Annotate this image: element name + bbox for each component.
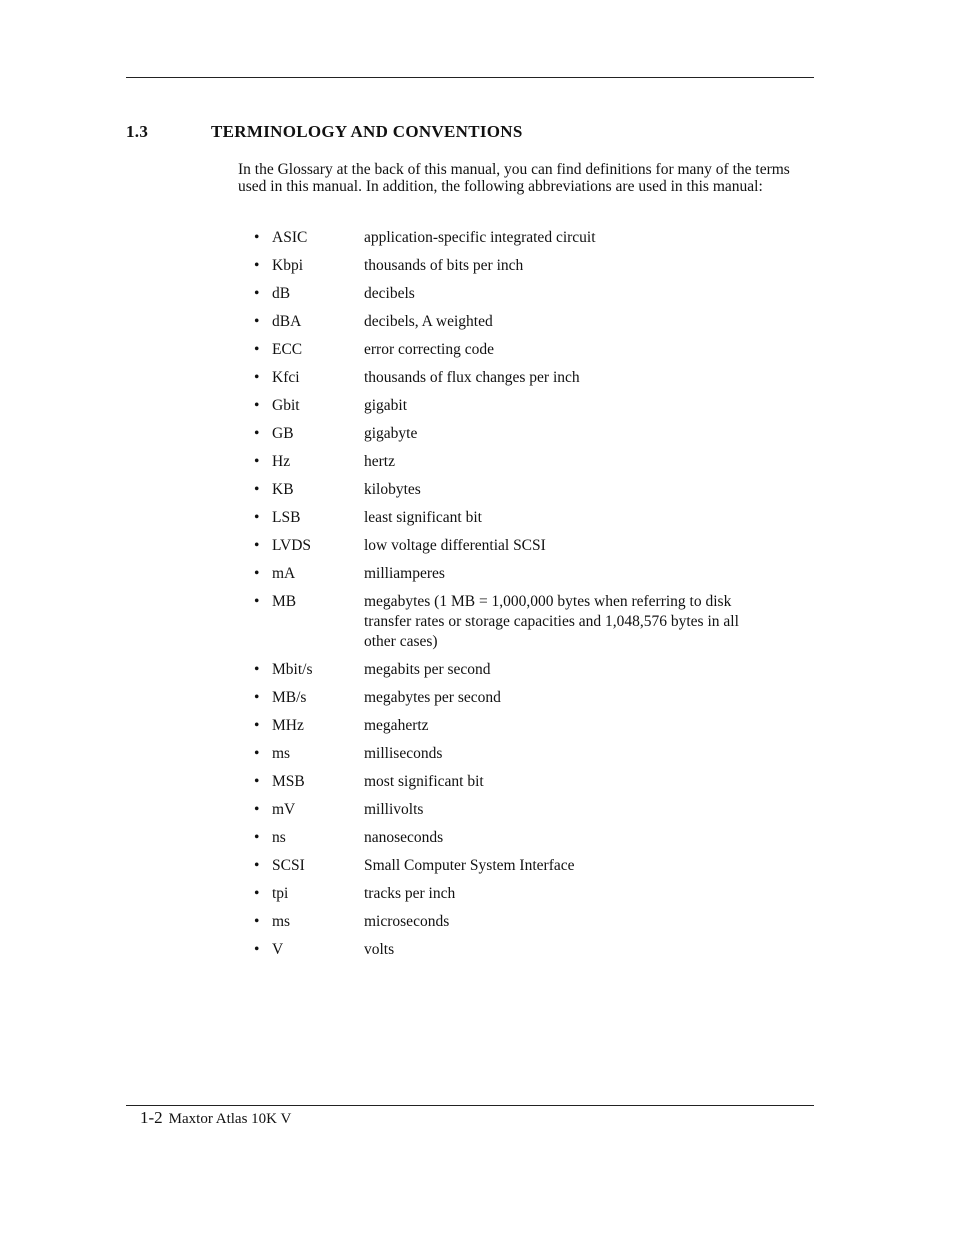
abbreviation-definition: millivolts — [364, 801, 424, 818]
abbreviation-definition: megahertz — [364, 717, 429, 734]
abbreviation-definition: milliseconds — [364, 745, 443, 762]
section-heading — [126, 122, 523, 142]
abbreviation-item — [254, 508, 774, 528]
document-title: Maxtor Atlas 10K V — [168, 1111, 292, 1127]
bullet-icon: • — [254, 313, 260, 330]
abbreviation-item — [254, 828, 774, 848]
abbreviation-item — [254, 592, 774, 652]
abbreviation-definition: decibels, A weighted — [364, 313, 493, 330]
abbreviation-term: V — [272, 941, 284, 958]
bullet-icon: • — [254, 593, 260, 610]
abbreviation-item — [254, 564, 774, 584]
bullet-icon: • — [254, 229, 260, 246]
bullet-icon: • — [254, 257, 260, 274]
abbreviation-definition: kilobytes — [364, 481, 421, 498]
abbreviation-term: SCSI — [272, 857, 305, 874]
abbreviation-term: mV — [272, 801, 296, 818]
abbreviation-item — [254, 856, 774, 876]
abbreviation-item — [254, 536, 774, 556]
bullet-icon: • — [254, 829, 260, 846]
abbreviation-term: MB/s — [272, 689, 307, 706]
abbreviation-definition: milliamperes — [364, 565, 445, 582]
header-rule — [126, 77, 814, 78]
abbreviation-term: dBA — [272, 313, 302, 330]
abbreviation-definition: decibels — [364, 285, 415, 302]
intro-paragraph: In the Glossary at the back of this manual, you can find definitions for many of the terms used in this manual. In addition, the following abbreviations are used in this manual: — [238, 161, 790, 195]
abbreviation-definition: low voltage differential SCSI — [364, 537, 546, 554]
abbreviation-definition: volts — [364, 941, 395, 958]
abbreviation-term: dB — [272, 285, 291, 302]
abbreviation-definition: gigabyte — [364, 425, 418, 442]
bullet-icon: • — [254, 857, 260, 874]
abbreviation-term: ms — [272, 745, 291, 762]
bullet-icon: • — [254, 661, 260, 678]
abbreviation-definition: nanoseconds — [364, 829, 444, 846]
bullet-icon: • — [254, 801, 260, 818]
abbreviation-term: Hz — [272, 453, 291, 470]
abbreviation-definition: megabytes per second — [364, 689, 501, 706]
bullet-icon: • — [254, 285, 260, 302]
abbreviation-item — [254, 800, 774, 820]
abbreviation-term: Kfci — [272, 369, 300, 386]
page-footer — [140, 1108, 291, 1128]
abbreviation-definition: microseconds — [364, 913, 450, 930]
abbreviation-definition: Small Computer System Interface — [364, 857, 575, 874]
abbreviation-term: ms — [272, 913, 291, 930]
abbreviation-definition: megabytes (1 MB = 1,000,000 bytes when referring to disk transfer rates or storage capacities and 1,048,576 bytes in all other cases) — [364, 593, 739, 650]
abbreviation-term: MB — [272, 593, 297, 610]
abbreviation-term: ns — [272, 829, 286, 846]
abbreviation-term: tpi — [272, 885, 289, 902]
abbreviation-list — [254, 228, 774, 968]
abbreviation-item — [254, 284, 774, 304]
abbreviation-item — [254, 228, 774, 248]
bullet-icon: • — [254, 369, 260, 386]
abbreviation-item — [254, 744, 774, 764]
abbreviation-item — [254, 884, 774, 904]
abbreviation-item — [254, 716, 774, 736]
abbreviation-item — [254, 256, 774, 276]
bullet-icon: • — [254, 689, 260, 706]
footer-rule — [126, 1105, 814, 1106]
section-title: TERMINOLOGY AND CONVENTIONS — [211, 122, 523, 141]
abbreviation-term: LVDS — [272, 537, 312, 554]
abbreviation-term: mA — [272, 565, 296, 582]
bullet-icon: • — [254, 885, 260, 902]
abbreviation-term: LSB — [272, 509, 301, 526]
bullet-icon: • — [254, 941, 260, 958]
abbreviation-term: Kbpi — [272, 257, 303, 274]
abbreviation-term: MSB — [272, 773, 305, 790]
page-number: 1-2 — [140, 1108, 163, 1127]
abbreviation-item — [254, 396, 774, 416]
bullet-icon: • — [254, 565, 260, 582]
bullet-icon: • — [254, 453, 260, 470]
abbreviation-definition: thousands of bits per inch — [364, 257, 524, 274]
abbreviation-definition: thousands of flux changes per inch — [364, 369, 580, 386]
abbreviation-item — [254, 480, 774, 500]
abbreviation-item — [254, 312, 774, 332]
bullet-icon: • — [254, 717, 260, 734]
bullet-icon: • — [254, 913, 260, 930]
abbreviation-definition: gigabit — [364, 397, 408, 414]
bullet-icon: • — [254, 341, 260, 358]
abbreviation-item — [254, 940, 774, 960]
abbreviation-definition: application-specific integrated circuit — [364, 229, 596, 246]
abbreviation-term: KB — [272, 481, 294, 498]
abbreviation-term: GB — [272, 425, 294, 442]
bullet-icon: • — [254, 745, 260, 762]
bullet-icon: • — [254, 481, 260, 498]
abbreviation-definition: least significant bit — [364, 509, 482, 526]
bullet-icon: • — [254, 425, 260, 442]
abbreviation-item — [254, 688, 774, 708]
abbreviation-term: ASIC — [272, 229, 308, 246]
abbreviation-definition: hertz — [364, 453, 395, 470]
abbreviation-item — [254, 424, 774, 444]
abbreviation-definition: most significant bit — [364, 773, 484, 790]
abbreviation-term: Mbit/s — [272, 661, 313, 678]
bullet-icon: • — [254, 509, 260, 526]
abbreviation-item — [254, 912, 774, 932]
abbreviation-definition: tracks per inch — [364, 885, 456, 902]
abbreviation-definition: error correcting code — [364, 341, 494, 358]
section-number: 1.3 — [126, 122, 149, 141]
abbreviation-item — [254, 368, 774, 388]
abbreviation-item — [254, 660, 774, 680]
abbreviation-term: MHz — [272, 717, 304, 734]
abbreviation-term: Gbit — [272, 397, 300, 414]
bullet-icon: • — [254, 773, 260, 790]
abbreviation-term: ECC — [272, 341, 303, 358]
abbreviation-definition: megabits per second — [364, 661, 491, 678]
bullet-icon: • — [254, 537, 260, 554]
bullet-icon: • — [254, 397, 260, 414]
abbreviation-item — [254, 340, 774, 360]
abbreviation-item — [254, 452, 774, 472]
abbreviation-item — [254, 772, 774, 792]
